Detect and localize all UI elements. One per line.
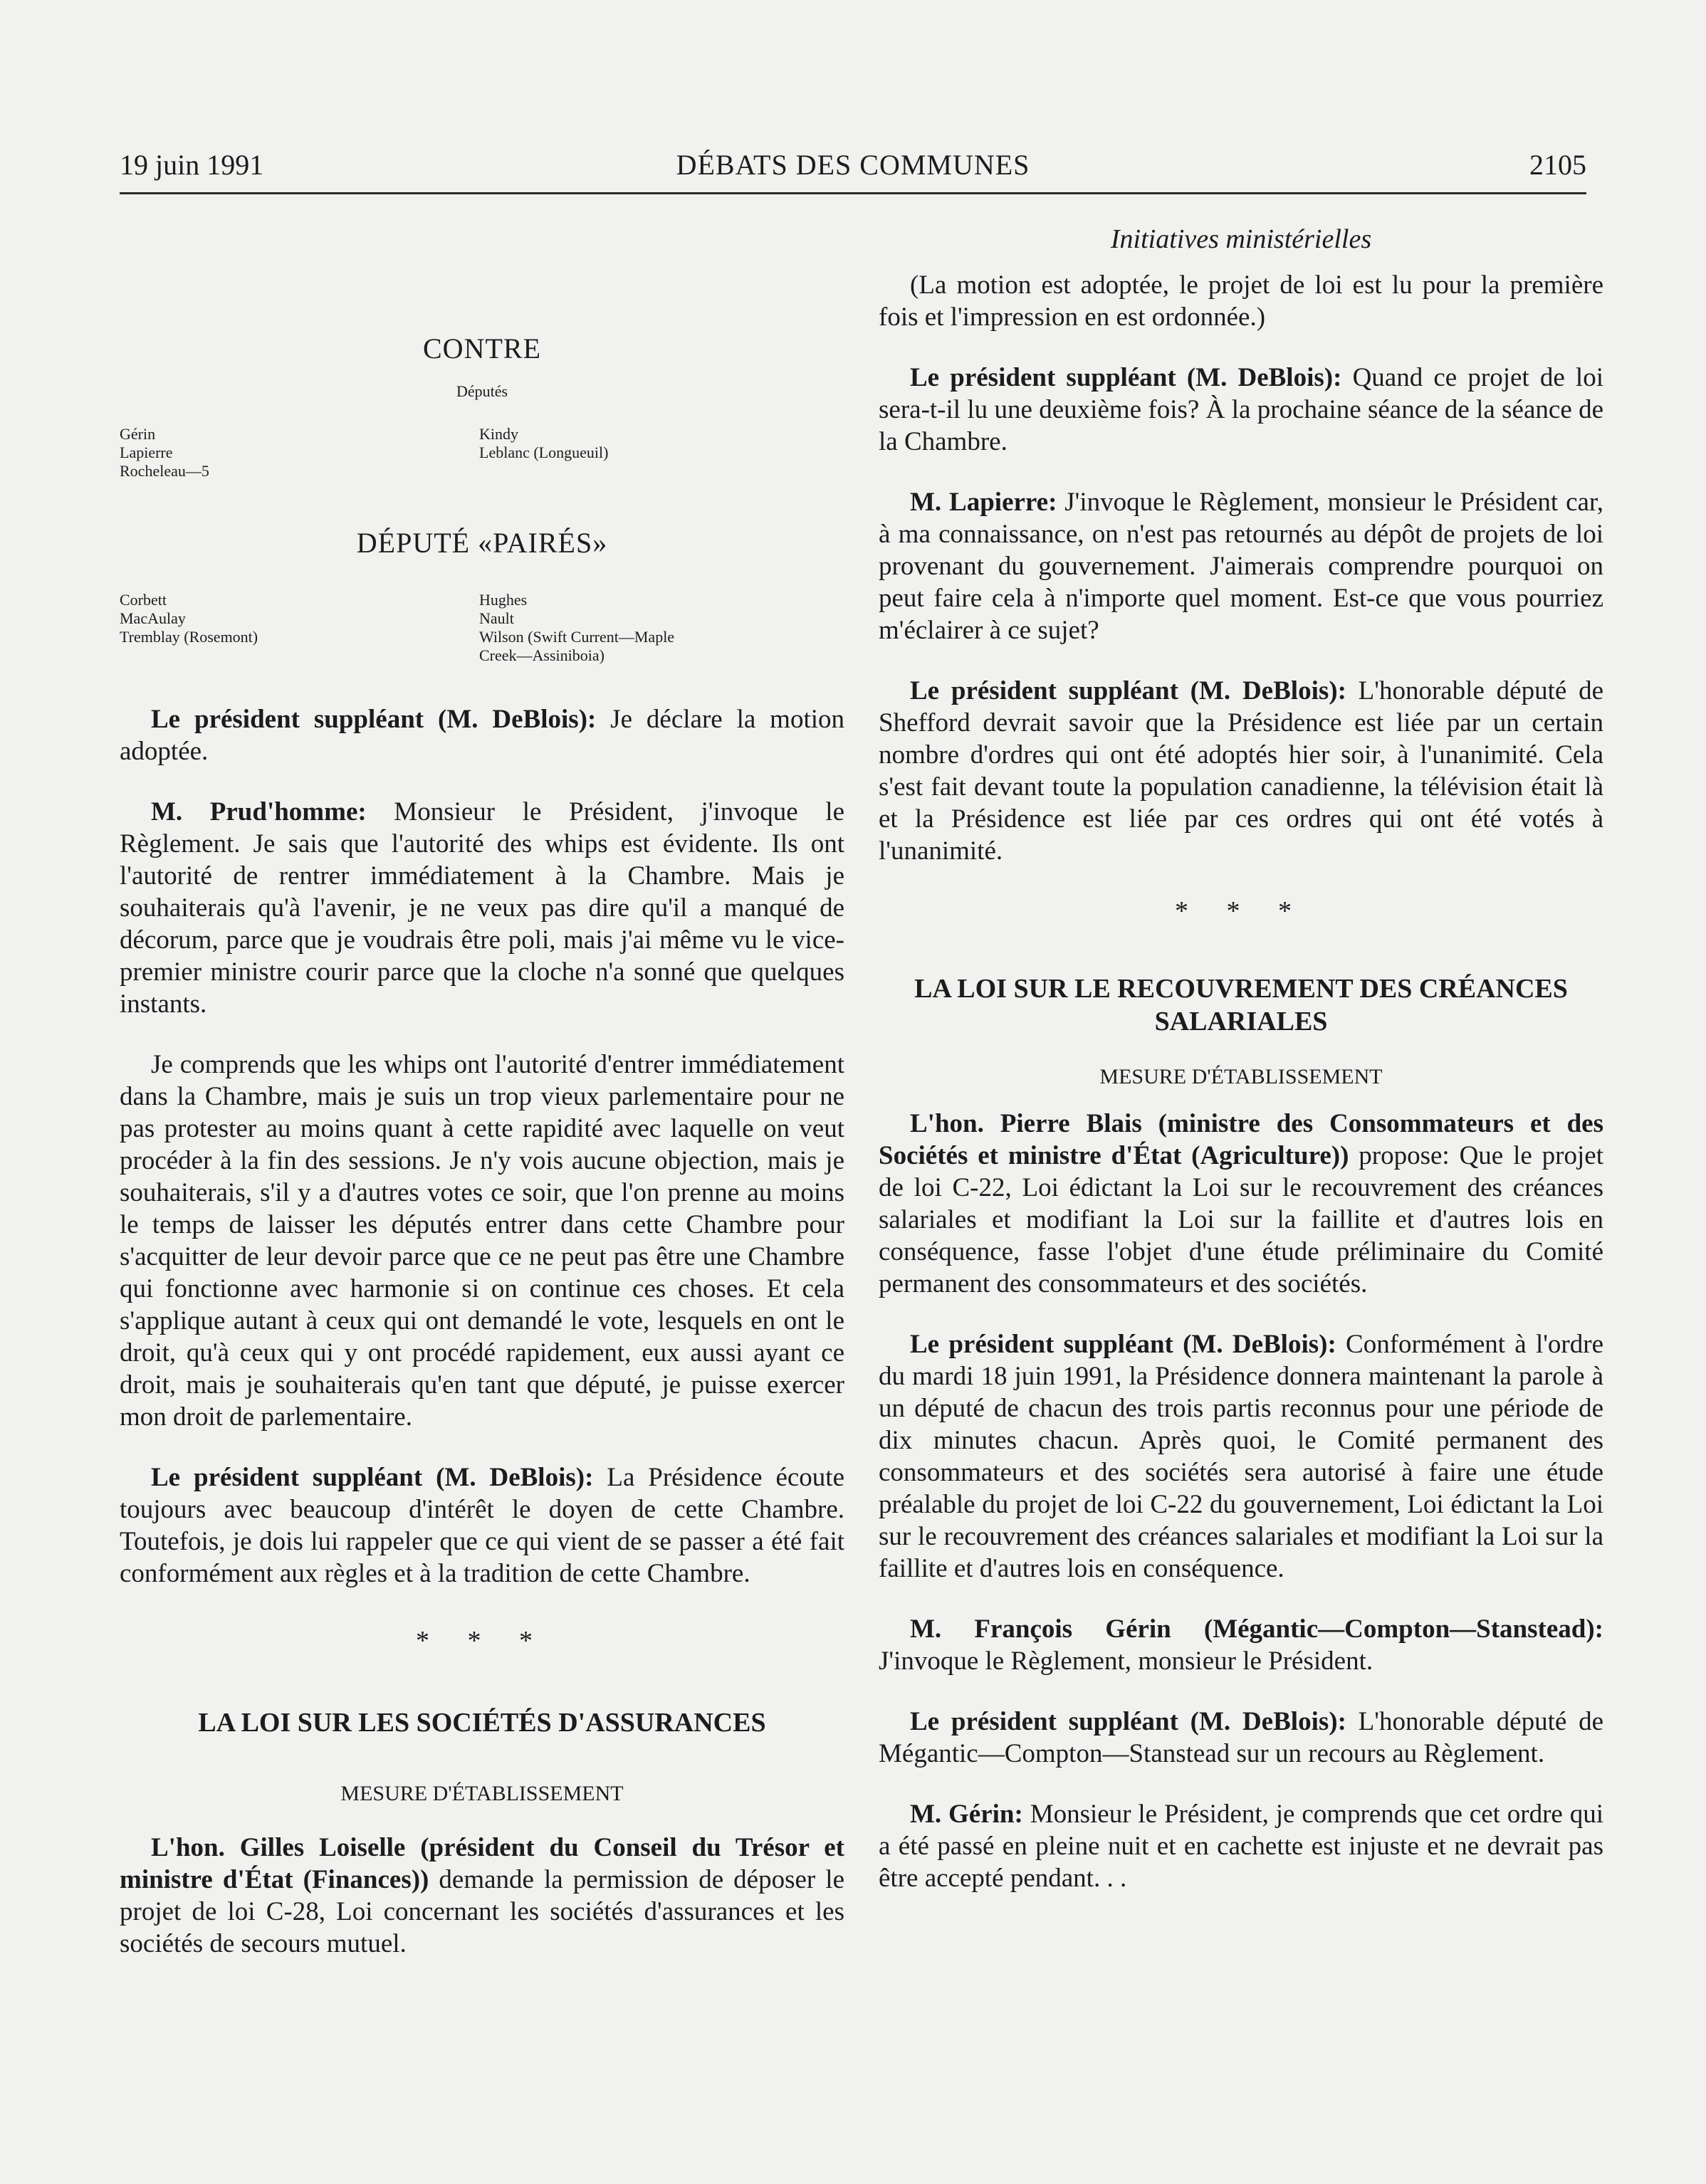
section-separator: * * * bbox=[416, 1626, 548, 1656]
paires-title: DÉPUTÉ «PAIRÉS» bbox=[356, 527, 608, 559]
speaker-name: Le président suppléant (M. DeBlois): bbox=[910, 1707, 1346, 1736]
paires-names-col2 bbox=[479, 591, 839, 665]
speaker-name: L'hon. Pierre Blais (ministre des Consommateurs et des Sociétés et ministre d'État (Agriculture)) bbox=[879, 1109, 1603, 1170]
section-subheading: MESURE D'ÉTABLISSEMENT bbox=[1099, 1065, 1383, 1088]
speaker-name: Le président suppléant (M. DeBlois): bbox=[151, 1463, 594, 1492]
paires-names-col1 bbox=[120, 591, 479, 665]
header-date: 19 juin 1991 bbox=[120, 149, 264, 181]
speech-text: Conformément à l'ordre du mardi 18 juin 1991, la Présidence donnera maintenant la parole à un député de chacun des trois partis reconnus pour une période de dix minutes chacun. Après quoi, le Comité permanent des consommateurs et des sociétés sera autorisé à faire une étude préalable du projet de loi C-22 du gouvernement, Loi édictant la Loi sur le recouvrement des créances salariales et modifiant la Loi sur la faillite et d'autres lois en conséquence. bbox=[879, 1330, 1603, 1583]
speech-text: Monsieur le Président, j'invoque le Règlement. Je sais que l'autorité des whips est évidente. Ils ont l'autorité de rentrer immédiatement à la Chambre. Mais je souhaiterais qu'à l'avenir, je ne veux pas dire qu'il a manqué de décorum, parce que je voudrais être poli, mais j'ai même vu le vice-premier ministre courir parce que la cloche n'a sonné que quelques instants. bbox=[120, 797, 844, 1019]
speech-text: J'invoque le Règlement, monsieur le Président car, à ma connaissance, on n'est pas retournés au dépôt de projets de loi provenant du gouvernement. J'aimerais comprendre pourquoi on peut faire cela à n'importe quel moment. Est-ce que vous pourriez m'éclairer à ce sujet? bbox=[879, 488, 1603, 645]
speech-text: Je déclare la motion adoptée. bbox=[120, 705, 844, 766]
paragraph bbox=[879, 1613, 1603, 1677]
section-subheading: MESURE D'ÉTABLISSEMENT bbox=[340, 1782, 624, 1805]
speech-text: demande la permission de déposer le projet de loi C-28, Loi concernant les sociétés d'assurances et les sociétés de secours mutuel. bbox=[120, 1865, 844, 1958]
running-head: Initiatives ministérielles bbox=[1110, 224, 1372, 254]
name: Nault bbox=[479, 609, 514, 627]
speech-text: L'honorable député de Shefford devrait savoir que la Présidence est liée par un certain nombre d'ordres qui ont été adoptés hier soir, à l'unanimité. Cela s'est fait devant toute la population canadienne, la télévision était là et la Présidence est liée par ces ordres qui ont été votés à l'unanimité. bbox=[879, 676, 1604, 866]
speaker-name: L'hon. Gilles Loiselle (président du Conseil du Trésor et ministre d'État (Finances)) bbox=[120, 1833, 844, 1894]
header-title: DÉBATS DES COMMUNES bbox=[676, 149, 1030, 181]
name: Wilson (Swift Current—Maple bbox=[479, 628, 675, 646]
speaker-name: Le président suppléant (M. DeBlois): bbox=[910, 363, 1342, 392]
name: Tremblay (Rosemont) bbox=[120, 628, 258, 646]
paragraph bbox=[879, 269, 1603, 333]
speaker-name: Le président suppléant (M. DeBlois): bbox=[910, 676, 1346, 705]
speech-text: La Présidence écoute toujours avec beaucoup d'intérêt le doyen de cette Chambre. Toutefois, je dois lui rappeler que ce qui vient de se passer a été fait conformément aux règles et à la tradition de cette Chambre. bbox=[120, 1463, 845, 1588]
paragraph bbox=[879, 1108, 1603, 1300]
paires-names bbox=[120, 591, 844, 665]
contre-names bbox=[120, 425, 844, 481]
speaker-name: M. Lapierre: bbox=[910, 488, 1057, 517]
paragraph bbox=[879, 1328, 1603, 1585]
name: Lapierre bbox=[120, 443, 173, 461]
paragraph bbox=[120, 1049, 844, 1433]
speech-text: L'honorable député de Mégantic—Compton—Stanstead sur un recours au Règlement. bbox=[879, 1707, 1604, 1768]
page-header bbox=[120, 145, 1586, 194]
name: Hughes bbox=[479, 591, 528, 609]
name: MacAulay bbox=[120, 609, 186, 627]
speech-text: (La motion est adoptée, le projet de loi est lu pour la première fois et l'impression en est ordonnée.) bbox=[879, 271, 1603, 332]
deputes-label: Députés bbox=[456, 382, 508, 400]
speaker-name: M. Prud'homme: bbox=[151, 797, 367, 826]
speech-text: Monsieur le Président, je comprends que cet ordre qui a été passé en pleine nuit et en cachette est injuste et ne devrait pas être accepté pendant. . . bbox=[879, 1800, 1603, 1893]
paragraph bbox=[120, 796, 844, 1020]
name: Gérin bbox=[120, 425, 156, 443]
speaker-name: Le président suppléant (M. DeBlois): bbox=[151, 705, 597, 734]
name: Creek—Assiniboia) bbox=[479, 646, 605, 664]
speaker-name: M. François Gérin (Mégantic—Compton—Stanstead): bbox=[910, 1615, 1603, 1644]
paragraph bbox=[879, 486, 1603, 646]
section-heading: LA LOI SUR LE RECOUVREMENT DES CRÉANCES SALARIALES bbox=[914, 974, 1568, 1036]
section-separator: * * * bbox=[1175, 896, 1307, 926]
section-heading: LA LOI SUR LES SOCIÉTÉS D'ASSURANCES bbox=[198, 1708, 766, 1738]
paragraph bbox=[120, 1461, 844, 1590]
name: Kindy bbox=[479, 425, 518, 443]
paragraph bbox=[879, 1706, 1603, 1770]
contre-title: CONTRE bbox=[423, 332, 541, 364]
paragraph bbox=[879, 675, 1603, 867]
speaker-name: Le président suppléant (M. DeBlois): bbox=[910, 1330, 1336, 1359]
header-page-number: 2105 bbox=[1529, 149, 1586, 181]
speech-text: Je comprends que les whips ont l'autorité d'entrer immédiatement dans la Chambre, mais je suis un trop vieux parlementaire pour ne pas protester au moins quant à cette rapidité avec laquelle on veut procéder à la fin des sessions. Je n'y vois aucune objection, mais je souhaiterais, s'il y a d'autres votes ce soir, que l'on prenne au moins le temps de laisser les députés entrer dans cette Chambre pour s'acquitter de leur devoir parce que ce ne peut pas être une Chambre qui fonctionne avec harmonie si on continue ces choses. Et cela s'applique autant à ceux qui ont demandé le vote, lesquels en ont le droit, qu'à ceux qui y ont procédé rapidement, eux aussi ayant ce droit, mais je souhaiterais qu'en tant que député, je puisse exercer mon droit de parlementaire. bbox=[120, 1050, 844, 1432]
name: Corbett bbox=[120, 591, 167, 609]
speech-text: Quand ce projet de loi sera-t-il lu une deuxième fois? À la prochaine séance de la séance de la Chambre. bbox=[879, 363, 1603, 456]
paragraph bbox=[879, 362, 1603, 458]
left-column bbox=[120, 214, 844, 1988]
paragraph bbox=[879, 1798, 1603, 1894]
contre-names-col2 bbox=[479, 425, 839, 481]
contre-names-col1 bbox=[120, 425, 479, 481]
speech-text: J'invoque le Règlement, monsieur le Président. bbox=[879, 1647, 1373, 1676]
speaker-name: M. Gérin: bbox=[910, 1800, 1023, 1829]
paragraph bbox=[120, 1832, 844, 1960]
paragraph bbox=[120, 703, 844, 767]
speech-text: propose: Que le projet de loi C-22, Loi édictant la Loi sur le recouvrement des créances salariales et modifiant la Loi sur la faillite et d'autres lois en conséquence, fasse l'objet d'une étude préliminaire du Comité permanent des consommateurs et des sociétés. bbox=[879, 1141, 1603, 1298]
name: Leblanc (Longueuil) bbox=[479, 443, 609, 461]
right-column bbox=[879, 214, 1603, 1923]
name: Rocheleau—5 bbox=[120, 462, 209, 480]
